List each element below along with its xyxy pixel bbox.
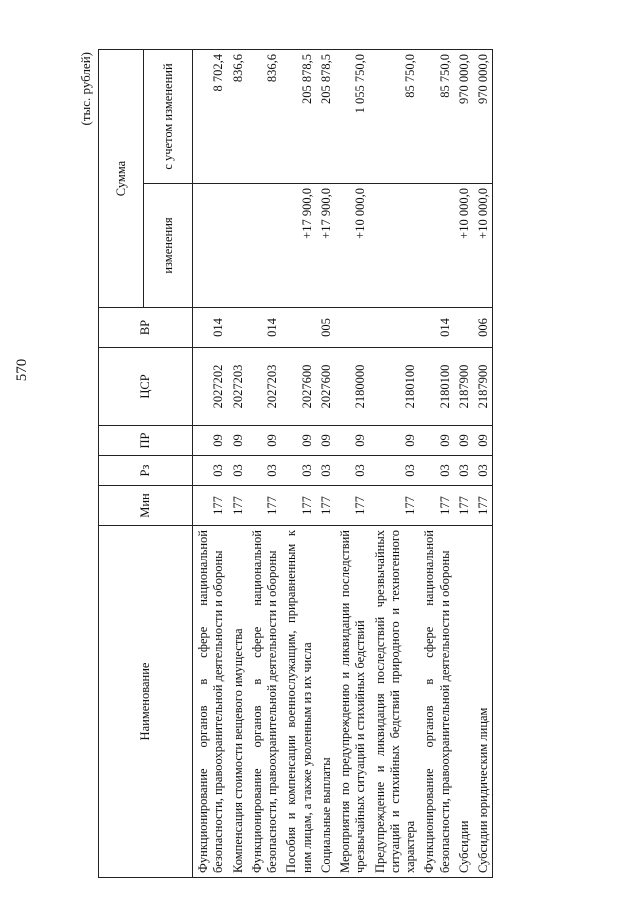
row-pr: 09: [454, 426, 473, 456]
budget-table: [98, 49, 493, 878]
row-rz: 03: [370, 456, 420, 486]
row-pr: 09: [228, 426, 247, 456]
row-min: 177: [281, 486, 316, 526]
row-min: 177: [316, 486, 335, 526]
row-name: Функционирование органов в сфере национальной безопасности, правоохранительной деятельности и обороны: [419, 526, 454, 878]
row-min: 177: [473, 486, 493, 526]
row-total: 205 878,5: [316, 50, 335, 184]
row-change: [370, 184, 420, 308]
header-rz: Рз: [99, 456, 193, 486]
row-name: Компенсация стоимости вещевого имущества: [228, 526, 247, 878]
row-total: 970 000,0: [454, 50, 473, 184]
row-rz: 03: [473, 456, 493, 486]
row-rz: 03: [335, 456, 370, 486]
table-row: [419, 50, 454, 878]
table-row: [193, 50, 228, 878]
row-name: Пособия и компенсации военнослужащим, приравненным к ним лицам, а также уволенным из их числа: [281, 526, 316, 878]
row-vr: 005: [316, 308, 335, 348]
row-vr: [370, 308, 420, 348]
row-vr: 014: [193, 308, 228, 348]
row-min: 177: [228, 486, 247, 526]
row-min: 177: [193, 486, 228, 526]
row-min: 177: [370, 486, 420, 526]
header-pr: ПР: [99, 426, 193, 456]
row-name: Функционирование органов в сфере национальной безопасности, правоохранительной деятельности и обороны: [193, 526, 228, 878]
row-vr: [228, 308, 247, 348]
row-rz: 03: [281, 456, 316, 486]
row-change: [247, 184, 282, 308]
row-change: +10 000,0: [473, 184, 493, 308]
row-total: 85 750,0: [419, 50, 454, 184]
row-vr: [454, 308, 473, 348]
row-csr: 2027203: [247, 348, 282, 426]
row-total: 8 702,4: [193, 50, 228, 184]
units-label: (тыс. рублей): [78, 52, 93, 126]
table-row: [335, 50, 370, 878]
header-csr: ЦСР: [99, 348, 193, 426]
row-pr: 09: [419, 426, 454, 456]
row-name: Мероприятия по предупреждению и ликвидации последствий чрезвычайных ситуаций и стихийных бедствий: [335, 526, 370, 878]
row-change: +10 000,0: [335, 184, 370, 308]
row-name: Предупреждение и ликвидация последствий чрезвычайных ситуаций и стихийных бедствий природного и техногенного характера: [370, 526, 420, 878]
row-pr: 09: [247, 426, 282, 456]
row-rz: 03: [419, 456, 454, 486]
row-rz: 03: [454, 456, 473, 486]
header-name: Наименование: [99, 526, 193, 878]
row-csr: 2027600: [281, 348, 316, 426]
row-pr: 09: [316, 426, 335, 456]
header-vr: ВР: [99, 308, 193, 348]
row-total: 836,6: [247, 50, 282, 184]
row-csr: 2027600: [316, 348, 335, 426]
row-change: [228, 184, 247, 308]
row-csr: 2180000: [335, 348, 370, 426]
row-vr: [335, 308, 370, 348]
row-csr: 2187900: [473, 348, 493, 426]
row-vr: 006: [473, 308, 493, 348]
row-total: 970 000,0: [473, 50, 493, 184]
row-pr: 09: [370, 426, 420, 456]
row-name: Функционирование органов в сфере национальной безопасности, правоохранительной деятельности и обороны: [247, 526, 282, 878]
row-name: Субсидии юридическим лицам: [473, 526, 493, 878]
document-sheet: [78, 48, 598, 878]
row-csr: 2027202: [193, 348, 228, 426]
row-csr: 2187900: [454, 348, 473, 426]
row-vr: [281, 308, 316, 348]
row-vr: 014: [419, 308, 454, 348]
table-row: [247, 50, 282, 878]
row-csr: 2180100: [419, 348, 454, 426]
row-pr: 09: [193, 426, 228, 456]
row-min: 177: [247, 486, 282, 526]
row-pr: 09: [473, 426, 493, 456]
page-number: 570: [14, 358, 30, 382]
row-total: 836,6: [228, 50, 247, 184]
row-min: 177: [454, 486, 473, 526]
table-row: [370, 50, 420, 878]
row-change: [193, 184, 228, 308]
header-sum: Сумма: [99, 50, 144, 308]
row-csr: 2027203: [228, 348, 247, 426]
row-pr: 09: [335, 426, 370, 456]
table-row: [316, 50, 335, 878]
row-rz: 03: [316, 456, 335, 486]
row-change: +17 900,0: [281, 184, 316, 308]
table-row: [473, 50, 493, 878]
row-name: Субсидии: [454, 526, 473, 878]
row-rz: 03: [193, 456, 228, 486]
row-total: 205 878,5: [281, 50, 316, 184]
row-vr: 014: [247, 308, 282, 348]
table-row: [228, 50, 247, 878]
row-total: 85 750,0: [370, 50, 420, 184]
row-total: 1 055 750,0: [335, 50, 370, 184]
row-change: [419, 184, 454, 308]
row-rz: 03: [228, 456, 247, 486]
row-name: Социальные выплаты: [316, 526, 335, 878]
row-min: 177: [335, 486, 370, 526]
row-csr: 2180100: [370, 348, 420, 426]
row-change: +17 900,0: [316, 184, 335, 308]
row-change: +10 000,0: [454, 184, 473, 308]
table-row: [454, 50, 473, 878]
row-rz: 03: [247, 456, 282, 486]
header-min: Мин: [99, 486, 193, 526]
table-row: [281, 50, 316, 878]
header-changes: изменения: [144, 184, 193, 308]
row-min: 177: [419, 486, 454, 526]
row-pr: 09: [281, 426, 316, 456]
header-with-changes: с учетом изменений: [144, 50, 193, 184]
